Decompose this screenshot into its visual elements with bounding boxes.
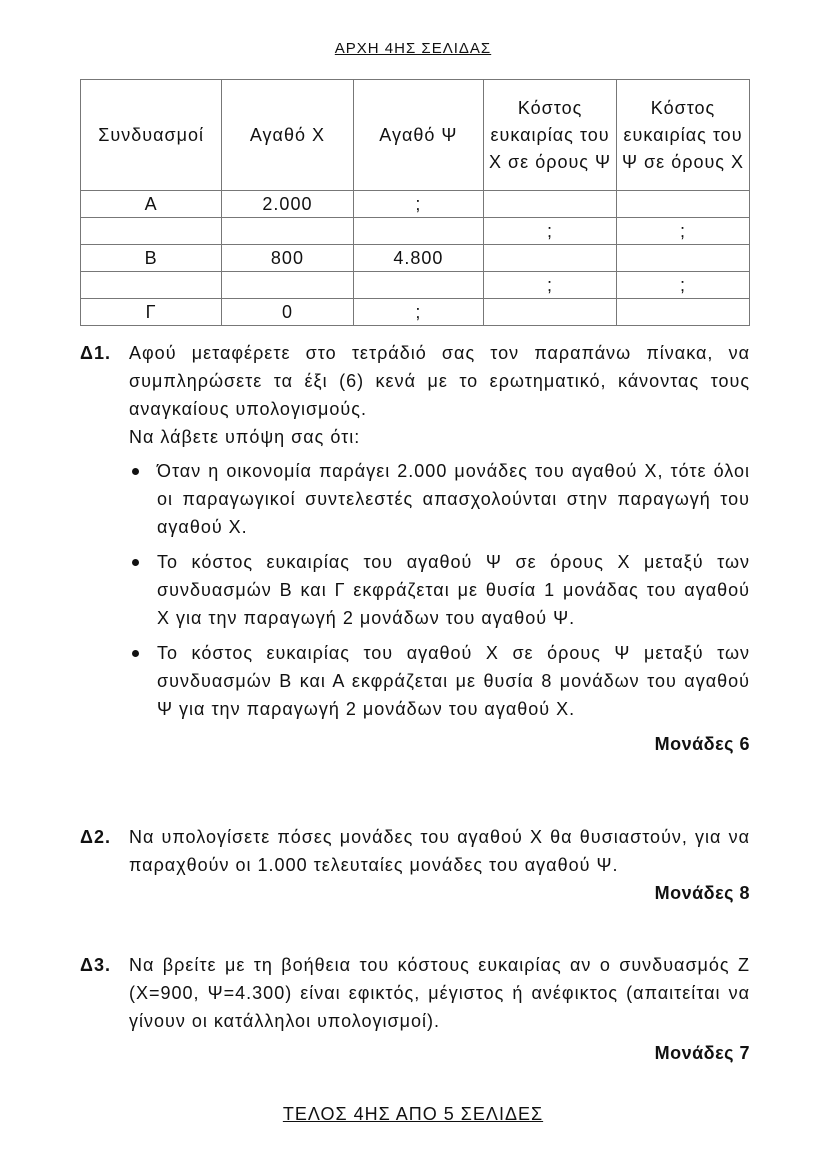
table-row: [81, 218, 750, 245]
list-item-text: Όταν η οικονομία παράγει 2.000 μονάδες του αγαθού Χ, τότε όλοι οι παραγωγικοί συντελεστές απασχολούνται στην παραγωγή του αγαθού Χ.: [157, 461, 750, 537]
table-cell: ;: [617, 218, 750, 245]
points-label: Μονάδες 6: [654, 734, 750, 754]
list-item-text: Το κόστος ευκαιρίας του αγαθού Ψ σε όρους Χ μεταξύ των συνδυασμών Β και Γ εκφράζεται με θυσία 1 μονάδας του αγαθού Χ για την παραγωγή 2 μονάδων του αγαθού Ψ.: [157, 552, 750, 628]
table-cell: ;: [617, 272, 750, 299]
bullet-icon: [132, 650, 139, 657]
table-header-row: [81, 80, 750, 191]
header-opportunity-cost-x: Κόστος ευκαιρίας του Χ σε όρους Ψ: [484, 80, 617, 191]
question-number: Δ3.: [80, 955, 111, 975]
list-item: [129, 457, 750, 541]
question-d1: [80, 339, 750, 758]
table-cell: Β: [81, 245, 222, 272]
header-good-x: Αγαθό Χ: [222, 80, 353, 191]
list-item-text: Το κόστος ευκαιρίας του αγαθού Χ σε όρους Ψ μεταξύ των συνδυασμών Β και Α εκφράζεται με θυσία 8 μονάδων του αγαθού Ψ για την παραγωγή 2 μονάδων του αγαθού Χ.: [157, 643, 750, 719]
table-cell: [81, 272, 222, 299]
list-item: [129, 639, 750, 723]
question-note: Να λάβετε υπόψη σας ότι:: [129, 427, 361, 447]
page-header: [0, 40, 826, 57]
table-cell: Α: [81, 191, 222, 218]
question-number: Δ1.: [80, 343, 111, 363]
table-cell: ;: [353, 299, 483, 326]
table-row: [81, 272, 750, 299]
production-possibilities-table: [80, 79, 750, 326]
table-cell: [617, 299, 750, 326]
question-number: Δ2.: [80, 827, 111, 847]
question-text: Να βρείτε με τη βοήθεια του κόστους ευκαιρίας αν ο συνδυασμός Ζ (Χ=900, Ψ=4.300) είναι εφικτός, μέγιστος ή ανέφικτος (απαιτείται να γίνουν οι κατάλληλοι υπολογισμοί).: [129, 955, 750, 1031]
table-cell: [484, 299, 617, 326]
table-row: [81, 245, 750, 272]
table-cell: [222, 218, 353, 245]
table-cell: [353, 272, 483, 299]
bullet-icon: [132, 559, 139, 566]
list-item: [129, 548, 750, 632]
header-combinations: Συνδυασμοί: [81, 80, 222, 191]
table-cell: ;: [484, 218, 617, 245]
header-good-y: Αγαθό Ψ: [353, 80, 483, 191]
table-cell: [484, 191, 617, 218]
table-cell: [81, 218, 222, 245]
table-cell: 800: [222, 245, 353, 272]
points-label: Μονάδες 7: [654, 1043, 750, 1063]
question-d2: [80, 823, 750, 907]
table-cell: [484, 245, 617, 272]
hint-list: [129, 457, 750, 723]
table-cell: ;: [484, 272, 617, 299]
bullet-icon: [132, 468, 139, 475]
table-cell: 4.800: [353, 245, 483, 272]
table-cell: Γ: [81, 299, 222, 326]
page-header-text: ΑΡΧΗ 4ΗΣ ΣΕΛΙΔΑΣ: [334, 40, 492, 57]
table-cell: [222, 272, 353, 299]
page-footer: [0, 1104, 826, 1125]
page-footer-text: ΤΕΛΟΣ 4ΗΣ ΑΠΟ 5 ΣΕΛΙΔΕΣ: [282, 1104, 544, 1124]
table-cell: 2.000: [222, 191, 353, 218]
table-cell: [617, 191, 750, 218]
table-cell: ;: [353, 191, 483, 218]
header-opportunity-cost-y: Κόστος ευκαιρίας του Ψ σε όρους Χ: [617, 80, 750, 191]
table-cell: [353, 218, 483, 245]
table-cell: 0: [222, 299, 353, 326]
points-label: Μονάδες 8: [654, 883, 750, 903]
table-cell: [617, 245, 750, 272]
question-text: Να υπολογίσετε πόσες μονάδες του αγαθού Χ θα θυσιαστούν, για να παραχθούν οι 1.000 τελευταίες μονάδες του αγαθού Ψ.: [129, 827, 750, 875]
table-row: [81, 191, 750, 218]
table-row: [81, 299, 750, 326]
question-d3: [80, 951, 750, 1067]
question-text: Αφού μεταφέρετε στο τετράδιό σας τον παραπάνω πίνακα, να συμπληρώσετε τα έξι (6) κενά με το ερωτηματικό, κάνοντας τους αναγκαίους υπολογισμούς.: [129, 343, 750, 419]
